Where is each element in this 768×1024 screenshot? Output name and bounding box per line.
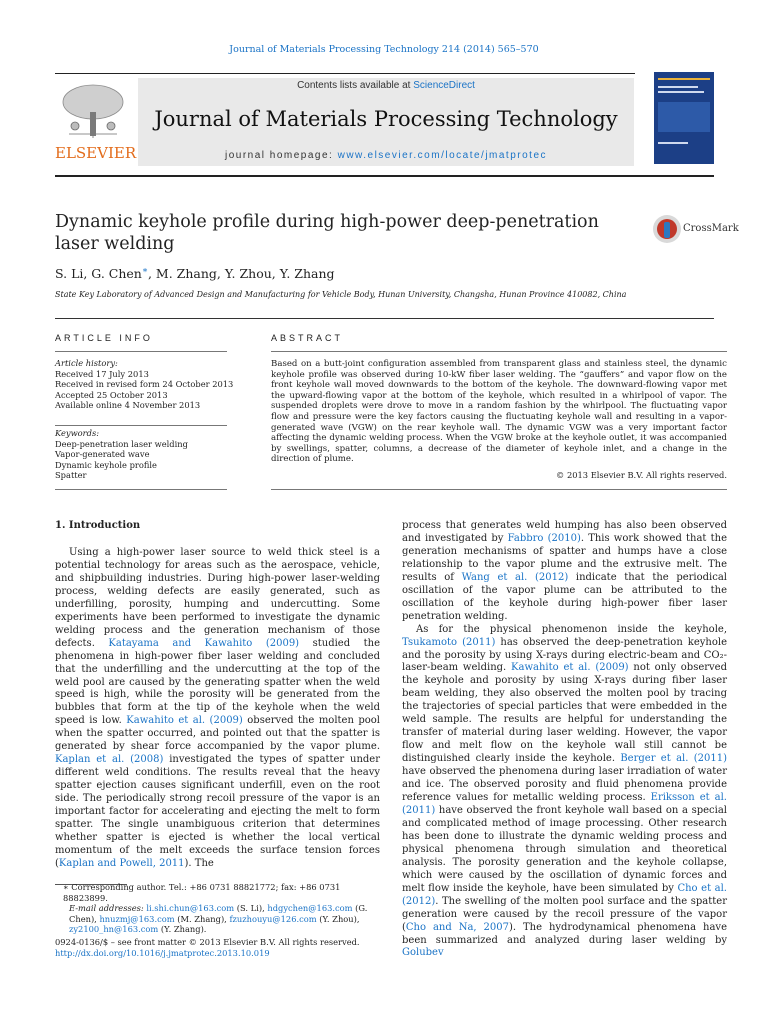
intro-paragraph-continued (402, 520, 727, 624)
history-online: Available online 4 November 2013 (55, 400, 201, 411)
citation-link[interactable]: Kaplan and Powell, 2011 (58, 857, 185, 869)
body-text-run: ). The hydrodynamical phenomena have been summarized and analyzed during laser welding by (402, 921, 727, 946)
article-info-bottom-rule (55, 489, 227, 490)
email-link[interactable]: hdgychen@163.com (267, 903, 353, 913)
affiliation: State Key Laboratory of Advanced Design and Manufacturing for Vehicle Body, Hunan University, Changsha, Hunan Province 410082, China (55, 290, 627, 299)
doi-link[interactable]: http://dx.doi.org/10.1016/j.jmatprotec.2013.10.019 (55, 948, 270, 958)
footnote (55, 882, 380, 935)
elsevier-tree-logo (55, 80, 137, 168)
citation-link[interactable]: Golubev (402, 947, 444, 959)
body-text-run: investigated the types of spatter under different weld conditions. The results reveal that the heavy spatter ejection causes significant underfill, even on the root side. The periodically strong recoil pressure of the vapor is an important factor for accelerating and ejecting the melt to form spatter. The single unambiguous criterion that determines whether spatter is ejected is whether the local vertical momentum of the melt exceeds the surface tension forces ( (55, 754, 381, 869)
body-text-run: have observed the front keyhole wall based on a special and complicated method of image processing. Other research has been done to illustrate the dynamic welding process and physical phenomena through simulation and theoretical analysis. The porosity generation and the keyhole collapse, which were caused by the oscillation of dynamic forces and melt flow inside the keyhole, have been simulated by (402, 804, 727, 894)
journal-reference-link[interactable]: Journal of Materials Processing Technology 214 (2014) 565–570 (229, 44, 539, 55)
email-link[interactable]: hnuzmj@163.com (99, 913, 175, 924)
history-revised: Received in revised form 24 October 2013 (55, 379, 234, 390)
authors-part-1: S. Li, G. Chen (55, 266, 142, 282)
keyword-item: Deep-penetration laser welding (55, 438, 188, 449)
body-text-run: Using a high-power laser source to weld thick steel is a potential technology for areas such as the aerospace, vehicle, and shipbuilding industries. During high-power laser-welding process, welding defects are easily generated, such as underfilling, porosity, humping and undercutting. Some experiments have been performed to investigate the dynamic welding process and the generation mechanism of those defects. (55, 547, 380, 649)
citation-link[interactable]: Kawahito et al. (2009) (511, 662, 629, 674)
keyword-item: Dynamic keyhole profile (55, 459, 157, 470)
keyword-item: Vapor-generated wave (55, 449, 150, 460)
citation-link[interactable]: Katayama and Kawahito (2009) (108, 637, 300, 649)
journal-homepage-line (138, 150, 634, 161)
intro-column-left (55, 547, 380, 871)
crossmark-badge[interactable] (652, 213, 739, 247)
masthead-rule (55, 175, 714, 177)
history-label: Article history: (55, 358, 118, 368)
intro-paragraph-2 (402, 624, 727, 961)
footnote-contact: Corresponding author. Tel.: +86 0731 88821772; fax: +86 0731 88823899. (63, 882, 341, 903)
citation-link[interactable]: Fabbro (2010) (507, 532, 581, 544)
article-info-rule (55, 351, 227, 352)
front-matter-notice: 0924-0136/$ – see front matter © 2013 Elsevier B.V. All rights reserved. (55, 937, 360, 947)
keyword-item: Spatter (55, 470, 87, 481)
header-rule (55, 73, 635, 74)
keywords (55, 428, 235, 481)
citation-link[interactable]: Cho et al. (2012) (402, 882, 727, 907)
citation-link[interactable]: Kawahito et al. (2009) (126, 715, 243, 727)
intro-paragraph-1 (55, 547, 380, 871)
abstract-copyright: © 2013 Elsevier B.V. All rights reserved. (556, 470, 727, 480)
email-link[interactable]: zy2100_hn@163.com (69, 924, 159, 934)
body-text-run: observed the molten pool when the spatter occurred, and pointed out that the spatter is generated by shear force accompanied by the vapor plume. (55, 715, 380, 753)
citation-link[interactable]: Kaplan et al. (2008) (55, 754, 164, 766)
journal-title: Journal of Materials Processing Technology (154, 107, 618, 131)
body-text-run: As for the physical phenomenon inside the keyhole, (416, 623, 727, 635)
authors-part-2: , M. Zhang, Y. Zhou, Y. Zhang (147, 266, 335, 282)
footnote-emails (55, 903, 380, 935)
article-title: Dynamic keyhole profile during high-power deep-penetration laser welding (55, 212, 599, 254)
sciencedirect-link[interactable]: ScienceDirect (413, 80, 475, 91)
body-text-run: . This work showed that the generation mechanisms of spatter and humps have a close relationship to the vapor plume and the extrusive melt. The results of (402, 532, 727, 583)
keywords-label: Keywords: (55, 428, 100, 438)
email-owner: (Y. Zhang). (158, 924, 207, 934)
front-matter-rule (55, 318, 714, 319)
homepage-prefix: journal homepage: (224, 150, 338, 161)
email-label: E-mail addresses: (69, 903, 147, 913)
email-link[interactable]: fzuzhouyu@126.com (229, 913, 317, 924)
citation-link[interactable]: Eriksson et al. (2011) (402, 792, 727, 816)
article-history (55, 358, 235, 411)
elsevier-wordmark: ELSEVIER (55, 144, 137, 162)
body-text-run: process that generates weld humping has also been observed and investigated by (402, 520, 727, 544)
author-list (55, 266, 335, 281)
contents-line (138, 80, 634, 91)
section-heading-introduction: 1. Introduction (55, 520, 141, 531)
citation-link[interactable]: Wang et al. (2012) (461, 571, 569, 583)
crossmark-label: CrossMark (683, 223, 739, 234)
body-text-run: studied the phenomena in high-power fiber laser welding and concluded that the underfilling and the undercutting at the top of the weld pool are caused by the generating spatter when the weld speed is high, while the porosity will be generated from the bubbles that form at the tip of the keyhole when the weld speed is low. (55, 637, 381, 727)
body-text-run: has observed the deep-penetration keyhole and the porosity by using X-rays during electric-beam and CO₂-laser-beam welding. (402, 636, 727, 674)
citation-link[interactable]: Tsukamoto (2011) (402, 636, 496, 648)
homepage-link[interactable]: www.elsevier.com/locate/jmatprotec (337, 150, 548, 161)
journal-cover-thumbnail (654, 72, 714, 164)
history-received: Received 17 July 2013 (55, 368, 149, 379)
abstract-text: Based on a butt-joint configuration assembled from transparent glass and stainless steel, the dynamic keyhole profile was observed during 10-kW fiber laser welding. The “gauffers” and vapor flow on the front keyhole wall moved downwards to the bottom of the keyhole. The downward-flowing vapor met the upward-flowing vapor at the bottom of the keyhole, which resulted in a whirlpool of vapor. The suspended droplets were drove to move in a random fashion by the whirlpool. The fluctuating vapor flow and pressure were the key factors causing the fluctuating keyhole wall and resulting in a vapor-generated wave (VGW) on the rear keyhole wall. The dynamic VGW was a very important factor affecting the dynamic welding process. When the VGW broke at the keyhole outlet, it was accompanied by swellings, spatter, columns, a decrease of the diameter of keyhole inlet, and a change in the direction of plume. (271, 359, 727, 465)
body-text-run: indicate that the periodical oscillation of the vapor plume can be attributed to the oscillation of the keyhole during high-power fiber laser penetration welding. (402, 571, 728, 622)
history-accepted: Accepted 25 October 2013 (55, 389, 168, 400)
body-text-run: have observed the phenomena during laser irradiation of water and ice. The observed porosity and fluid phenomena provide reference values for metallic welding process. (402, 766, 727, 804)
email-owner: (M. Zhang), (174, 913, 230, 924)
abstract-heading: ABSTRACT (271, 333, 344, 343)
citation-link[interactable]: Cho and Na, 2007 (405, 921, 509, 933)
email-link[interactable]: li.shi.chun@163.com (146, 903, 235, 913)
article-info-heading: ARTICLE INFO (55, 333, 153, 343)
contents-prefix: Contents lists available at (297, 80, 414, 91)
body-text-run: . The swelling of the molten pool surface and the spatter generation were caused by the recoil pressure of the vapor ( (402, 895, 727, 933)
corresponding-author-mark[interactable]: ∗ (141, 266, 148, 276)
email-owner: (S. Li), (234, 903, 268, 913)
crossmark-icon (652, 213, 682, 245)
footnote-mark: ∗ (63, 882, 69, 892)
email-owner: (Y. Zhou), (316, 913, 360, 924)
email-owner: (G. Chen), (69, 903, 368, 924)
body-text-run: not only observed the keyhole and porosity by using X-rays during fiber laser beam welding, they also observed the molten pool by tracing the trajectories of special particles that were embedded in the weld sample. The results are helpful for understanding the transfer of material during laser welding. However, the vapor flow and melt flow on the keyhole wall still cannot be distinguished clearly inside the keyhole. (402, 662, 727, 765)
citation-link[interactable]: Berger et al. (2011) (620, 753, 727, 765)
abstract-rule (271, 351, 727, 352)
body-text-run: ). The (184, 857, 214, 869)
intro-column-right (402, 520, 727, 960)
abstract-bottom-rule (271, 489, 727, 490)
keywords-rule (55, 425, 227, 426)
footnote-corresponding (55, 882, 380, 903)
